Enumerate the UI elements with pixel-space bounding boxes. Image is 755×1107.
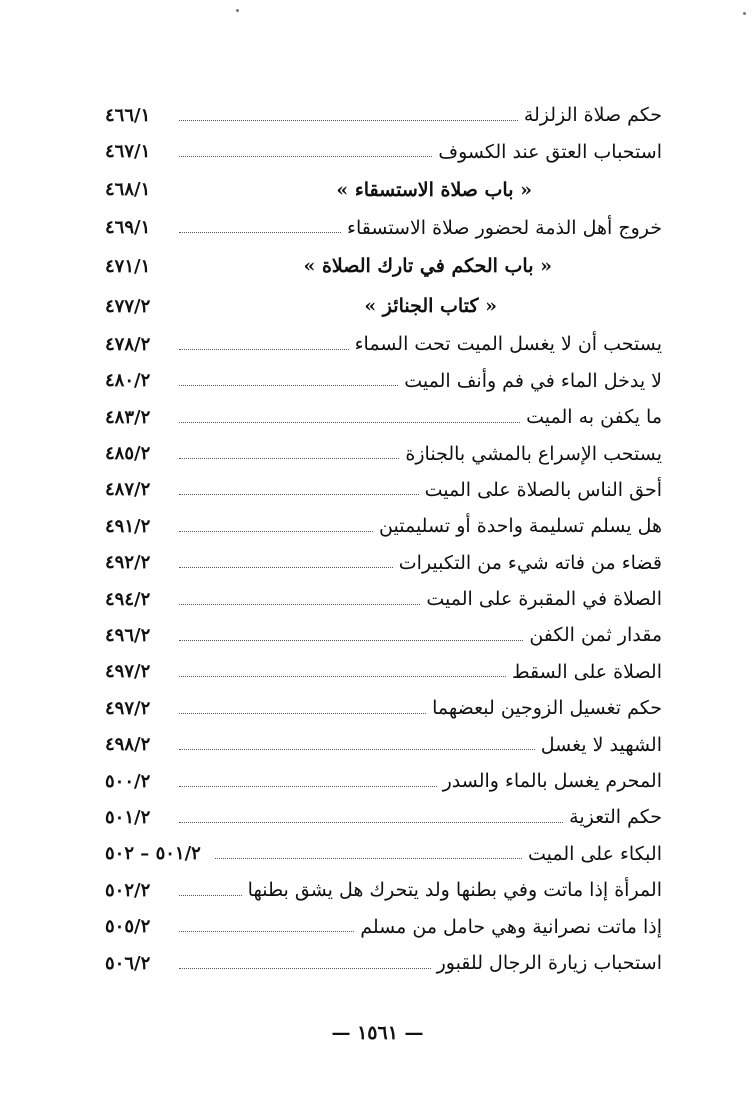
dot-leader: [179, 713, 426, 714]
dot-leader: [179, 968, 431, 969]
dot-leader: [215, 858, 522, 859]
toc-entry-title: المرأة إذا ماتت وفي بطنها ولد يتحرك هل يشق بطنها: [247, 879, 662, 902]
toc-entry-title: ما يكفن به الميت: [526, 406, 662, 429]
toc-entry: [105, 399, 662, 435]
toc-entry-page: ٥٠١/٢: [105, 806, 151, 828]
toc-heading-title: « كتاب الجنائز »: [364, 295, 497, 318]
dot-leader: [179, 156, 432, 157]
dot-leader: [179, 531, 373, 532]
dot-leader: [179, 422, 520, 423]
toc-entry: [105, 133, 662, 169]
toc-heading-title: « باب الحكم في تارك الصلاة »: [303, 255, 552, 278]
toc-entry-page: ٤٧١/١: [105, 255, 151, 277]
table-of-contents: [105, 97, 662, 981]
toc-entry: [105, 210, 662, 246]
dot-leader: [179, 749, 535, 750]
toc-entry: [105, 799, 662, 835]
toc-entry-title: إذا ماتت نصرانية وهي حامل من مسلم: [360, 915, 662, 938]
toc-entry-title: قضاء من فاته شيء من التكبيرات: [398, 551, 662, 574]
toc-entry-title: استحباب العتق عند الكسوف: [438, 140, 662, 163]
toc-section-heading: [105, 246, 662, 286]
toc-book-heading: [105, 286, 662, 326]
toc-entry-page: ٤٩٧/٢: [105, 661, 151, 683]
dot-leader: [179, 567, 393, 568]
toc-entry-title: حكم التعزية: [569, 806, 662, 829]
dot-leader: [179, 604, 420, 605]
dot-leader: [179, 232, 341, 233]
toc-entry: [105, 472, 662, 508]
toc-entry: [105, 617, 662, 653]
toc-entry: [105, 581, 662, 617]
page-number: — ١٥٦١ —: [331, 1022, 424, 1044]
toc-entry-page: ٥٠٥/٢: [105, 916, 151, 938]
dot-leader: [179, 786, 437, 787]
toc-entry-page: ٤٨٣/٢: [105, 406, 151, 428]
toc-entry-title: أحق الناس بالصلاة على الميت: [424, 478, 662, 501]
dot-leader: [179, 458, 399, 459]
toc-entry-title: المحرم يغسل بالماء والسدر: [442, 770, 662, 793]
toc-entry-title: حكم تغسيل الزوجين لبعضهما: [432, 697, 662, 720]
toc-entry: [105, 508, 662, 544]
toc-entry-title: الشهيد لا يغسل: [540, 733, 662, 756]
toc-entry: [105, 726, 662, 762]
toc-entry-title: استحباب زيارة الرجال للقبور: [436, 952, 662, 974]
toc-entry-title: الصلاة في المقبرة على الميت: [426, 588, 662, 611]
dot-leader: [179, 385, 398, 386]
dot-leader: [179, 640, 523, 641]
toc-entry-title: لا يدخل الماء في فم وأنف الميت: [404, 369, 662, 392]
toc-entry-title: يستحب أن لا يغسل الميت تحت السماء: [354, 333, 662, 356]
toc-entry-page: ٤٦٩/١: [105, 217, 151, 239]
toc-entry: [105, 435, 662, 471]
toc-entry-title: الصلاة على السقط: [511, 660, 662, 683]
toc-entry: [105, 872, 662, 908]
toc-entry-title: يستحب الإسراع بالمشي بالجنازة: [405, 442, 662, 465]
toc-entry-page: ٤٧٨/٢: [105, 333, 151, 355]
scan-speck: [743, 12, 746, 15]
toc-entry: [105, 326, 662, 362]
toc-entry: [105, 654, 662, 690]
dot-leader: [179, 494, 419, 495]
toc-entry-page: ٤٦٦/١: [105, 104, 151, 126]
toc-entry-page: ٥٠٢/٢: [105, 879, 151, 901]
dot-leader: [179, 349, 349, 350]
toc-entry-page: ٤٦٨/١: [105, 179, 151, 201]
toc-section-heading: [105, 170, 662, 210]
toc-entry: [105, 690, 662, 726]
toc-entry-page: ٥٠١/٢ – ٥٠٢: [105, 843, 201, 865]
toc-entry-page: ٤٧٧/٢: [105, 295, 151, 317]
toc-entry-title: البكاء على الميت: [527, 842, 662, 865]
dot-leader: [179, 822, 563, 823]
toc-entry-page: ٥٠٠/٢: [105, 770, 151, 792]
toc-entry: [105, 363, 662, 399]
toc-heading-title: « باب صلاة الاستسقاء »: [336, 178, 532, 201]
dot-leader: [179, 931, 354, 932]
toc-entry-page: ٤٦٧/١: [105, 141, 151, 163]
toc-entry-page: ٤٩١/٢: [105, 515, 151, 537]
toc-entry-title: خروج أهل الذمة لحضور صلاة الاستسقاء: [347, 216, 662, 239]
toc-entry: [105, 545, 662, 581]
toc-entry-page: ٤٨٧/٢: [105, 479, 151, 501]
toc-entry: [105, 908, 662, 944]
toc-entry-page: ٤٩٢/٢: [105, 552, 151, 574]
toc-entry-page: ٥٠٦/٢: [105, 952, 151, 974]
toc-entry-page: ٤٩٧/٢: [105, 697, 151, 719]
toc-entry-title: هل يسلم تسليمة واحدة أو تسليمتين: [379, 515, 662, 538]
toc-entry-page: ٤٩٤/٢: [105, 588, 151, 610]
toc-entry-page: ٤٨٠/٢: [105, 370, 151, 392]
toc-entry-title: حكم صلاة الزلزلة: [523, 104, 662, 127]
toc-entry-page: ٤٨٥/٢: [105, 443, 151, 465]
dot-leader: [179, 676, 506, 677]
toc-entry: [105, 836, 662, 872]
toc-entry: [105, 945, 662, 981]
dot-leader: [179, 895, 242, 896]
toc-entry: [105, 763, 662, 799]
dot-leader: [179, 120, 518, 121]
toc-entry-page: ٤٩٦/٢: [105, 624, 151, 646]
scan-speck: [236, 9, 239, 12]
toc-entry-title: مقدار ثمن الكفن: [529, 624, 662, 647]
toc-entry-page: ٤٩٨/٢: [105, 734, 151, 756]
toc-entry: [105, 97, 662, 133]
